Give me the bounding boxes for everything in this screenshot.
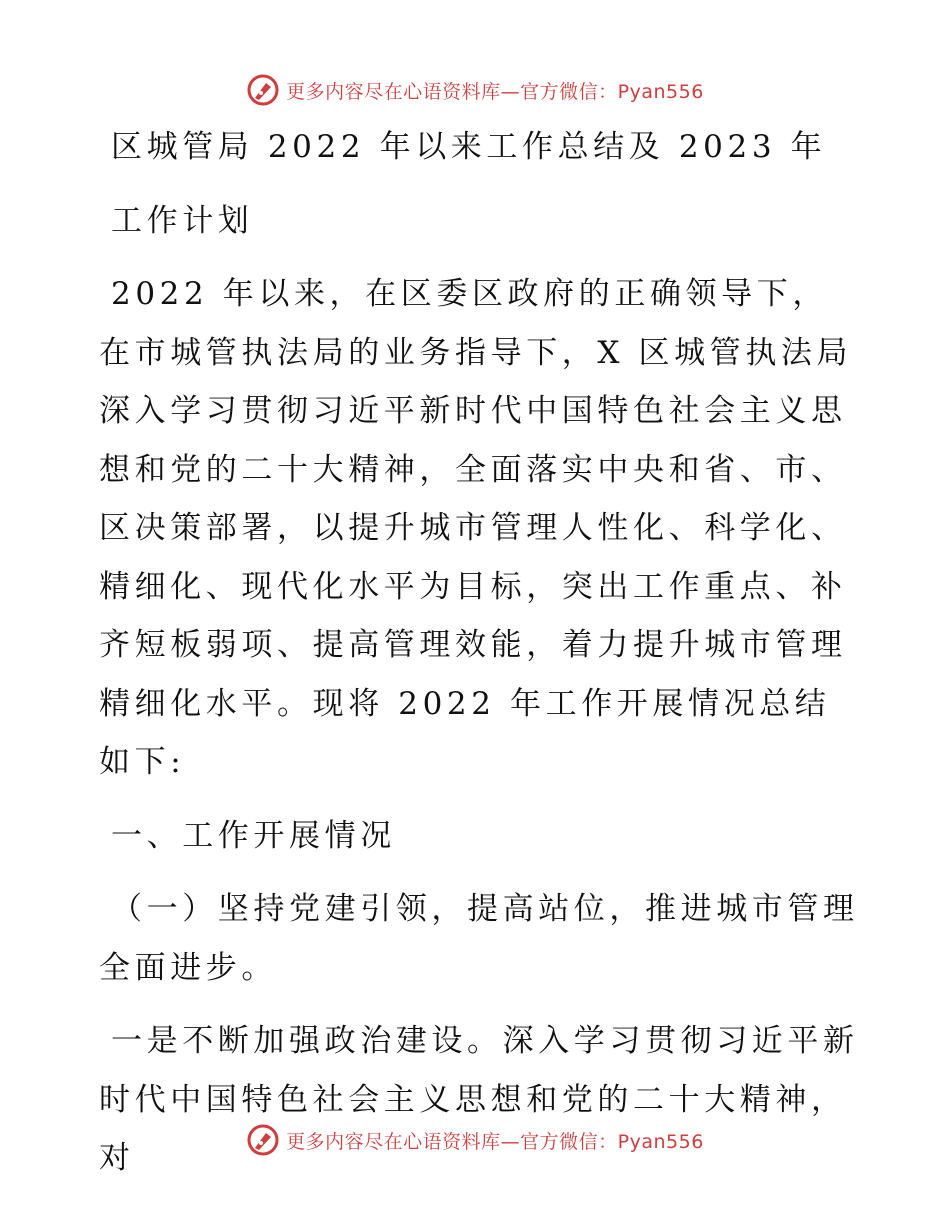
header-banner	[0, 70, 950, 110]
subsection-heading: （一）坚持党建引领，提高站位，推进城市管理全面进步。	[99, 891, 859, 986]
subsection-body: 一是不断加强政治建设。深入学习贯彻习近平新时代中国特色社会主义思想和党的二十大精神，对	[99, 1023, 859, 1176]
document-body	[99, 118, 859, 1188]
banner-text: 更多内容尽在心语资料库—官方微信：Pyan556	[286, 1130, 704, 1153]
intro-paragraph: 2022 年以来，在区委区政府的正确领导下，在市城管执法局的业务指导下，X 区城管执法局深入学习贯彻习近平新时代中国特色社会主义思想和党的二十大精神，全面落实中央和省、市、区决策部署，以提升城市管理人性化、科学化、精细化、现代化水平为目标，突出工作重点、补齐短板弱项、提高管理效能，着力提升城市管理精细化水平。现将 2022 年工作开展情况总结如下:	[99, 276, 853, 780]
pen-nib-circle-icon	[246, 1123, 280, 1157]
document-title-line-2: 工作计划	[111, 202, 254, 239]
pen-nib-circle-icon	[246, 73, 280, 107]
footer-banner	[0, 1120, 950, 1160]
banner-text: 更多内容尽在心语资料库—官方微信：Pyan556	[286, 80, 704, 103]
section-heading: 一、工作开展情况	[111, 817, 396, 854]
document-title-line-1: 区城管局 2022 年以来工作总结及 2023 年	[111, 129, 827, 165]
